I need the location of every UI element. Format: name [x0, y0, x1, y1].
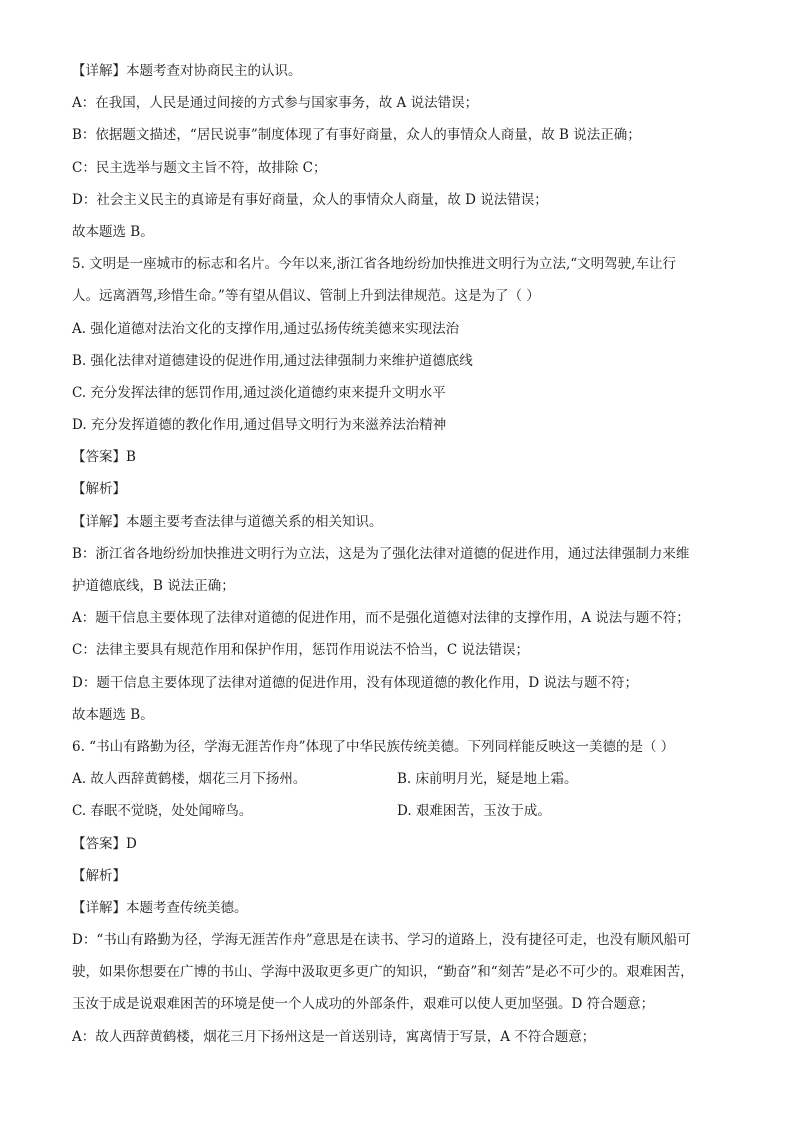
options-row: [72, 802, 722, 820]
text-line: 驶，如果你想要在广博的书山、学海中汲取更多更广的知识，“勤奋”和“刻苦”是必不可少的。艰难困苦，: [72, 964, 694, 981]
text-line: D：“书山有路勤为径，学海无涯苦作舟”意思是在读书、学习的道路上，没有捷径可走，也没有顺风船可: [72, 932, 691, 949]
text-line: D：题干信息主要体现了法律对道德的促进作用，没有体现道德的教化作用，D 说法与题不符；: [72, 674, 638, 691]
options-row: [72, 770, 722, 788]
question-stem: 人。远离酒驾,珍惜生命。”等有望从倡议、管制上升到法律规范。这是为了（ ）: [72, 288, 540, 305]
text-line: C：法律主要具有规范作用和保护作用，惩罚作用说法不恰当，C 说法错误；: [72, 642, 529, 659]
answer-label: 【答案】D: [72, 835, 137, 852]
text-line: B：依据题文描述，“居民说事”制度体现了有事好商量，众人的事情众人商量，故 B 说法正确；: [72, 127, 641, 144]
option-d: D. 艰难困苦，玉汝于成。: [397, 803, 551, 820]
text-line: 【详解】本题主要考查法律与道德关系的相关知识。: [72, 513, 383, 530]
text-line: 故本题选 B。: [72, 223, 154, 240]
text-line: 故本题选 B。: [72, 706, 154, 723]
option-b: B. 强化法律对道德建设的促进作用,通过法律强制力来维护道德底线: [72, 352, 473, 369]
answer-label: 【答案】B: [72, 449, 136, 466]
text-line: 玉汝于成是说艰难困苦的环境是使一个人成功的外部条件，艰难可以使人更加坚强。D 符合题意；: [72, 996, 655, 1013]
option-a: A. 强化道德对法治文化的支撑作用,通过弘扬传统美德来实现法治: [72, 320, 460, 337]
option-a: A. 故人西辞黄鹤楼，烟花三月下扬州。: [72, 771, 307, 788]
text-line: 【详解】本题考查对协商民主的认识。: [72, 63, 302, 79]
text-line: A：在我国，人民是通过间接的方式参与国家事务，故 A 说法错误；: [72, 95, 479, 112]
option-b: B. 床前明月光，疑是地上霜。: [397, 771, 578, 788]
text-line: C：民主选举与题文主旨不符，故排除 C；: [72, 159, 327, 176]
option-c: C. 充分发挥法律的惩罚作用,通过淡化道德约束来提升文明水平: [72, 384, 446, 401]
text-line: 护道德底线，B 说法正确；: [72, 578, 235, 594]
question-stem: 6. “书山有路勤为径，学海无涯苦作舟”体现了中华民族传统美德。下列同样能反映这一美德的是（ ）: [72, 738, 675, 755]
text-line: B：浙江省各地纷纷加快推进文明行为立法，这是为了强化法律对道德的促进作用，通过法律强制力来维: [72, 545, 690, 562]
option-d: D. 充分发挥道德的教化作用,通过倡导文明行为来滋养法治精神: [72, 417, 447, 434]
question-stem: 5. 文明是一座城市的标志和名片。今年以来,浙江省各地纷纷加快推进文明行为立法,“文明驾驶,车让行: [72, 256, 676, 273]
option-c: C. 春眠不觉晓，处处闻啼鸟。: [72, 803, 253, 820]
analysis-label: 【解析】: [72, 481, 126, 498]
text-line: A：题干信息主要体现了法律对道德的促进作用，而不是强化道德对法律的支撑作用，A 说法与题不符；: [72, 610, 690, 627]
text-line: D：社会主义民主的真谛是有事好商量，众人的事情众人商量，故 D 说法错误；: [72, 191, 548, 208]
text-line: A：故人西辞黄鹤楼，烟花三月下扬州这是一首送别诗，寓离情于写景，A 不符合题意；: [72, 1028, 596, 1045]
document-page: [72, 62, 722, 1060]
analysis-label: 【解析】: [72, 867, 126, 884]
text-line: 【详解】本题考查传统美德。: [72, 899, 248, 916]
